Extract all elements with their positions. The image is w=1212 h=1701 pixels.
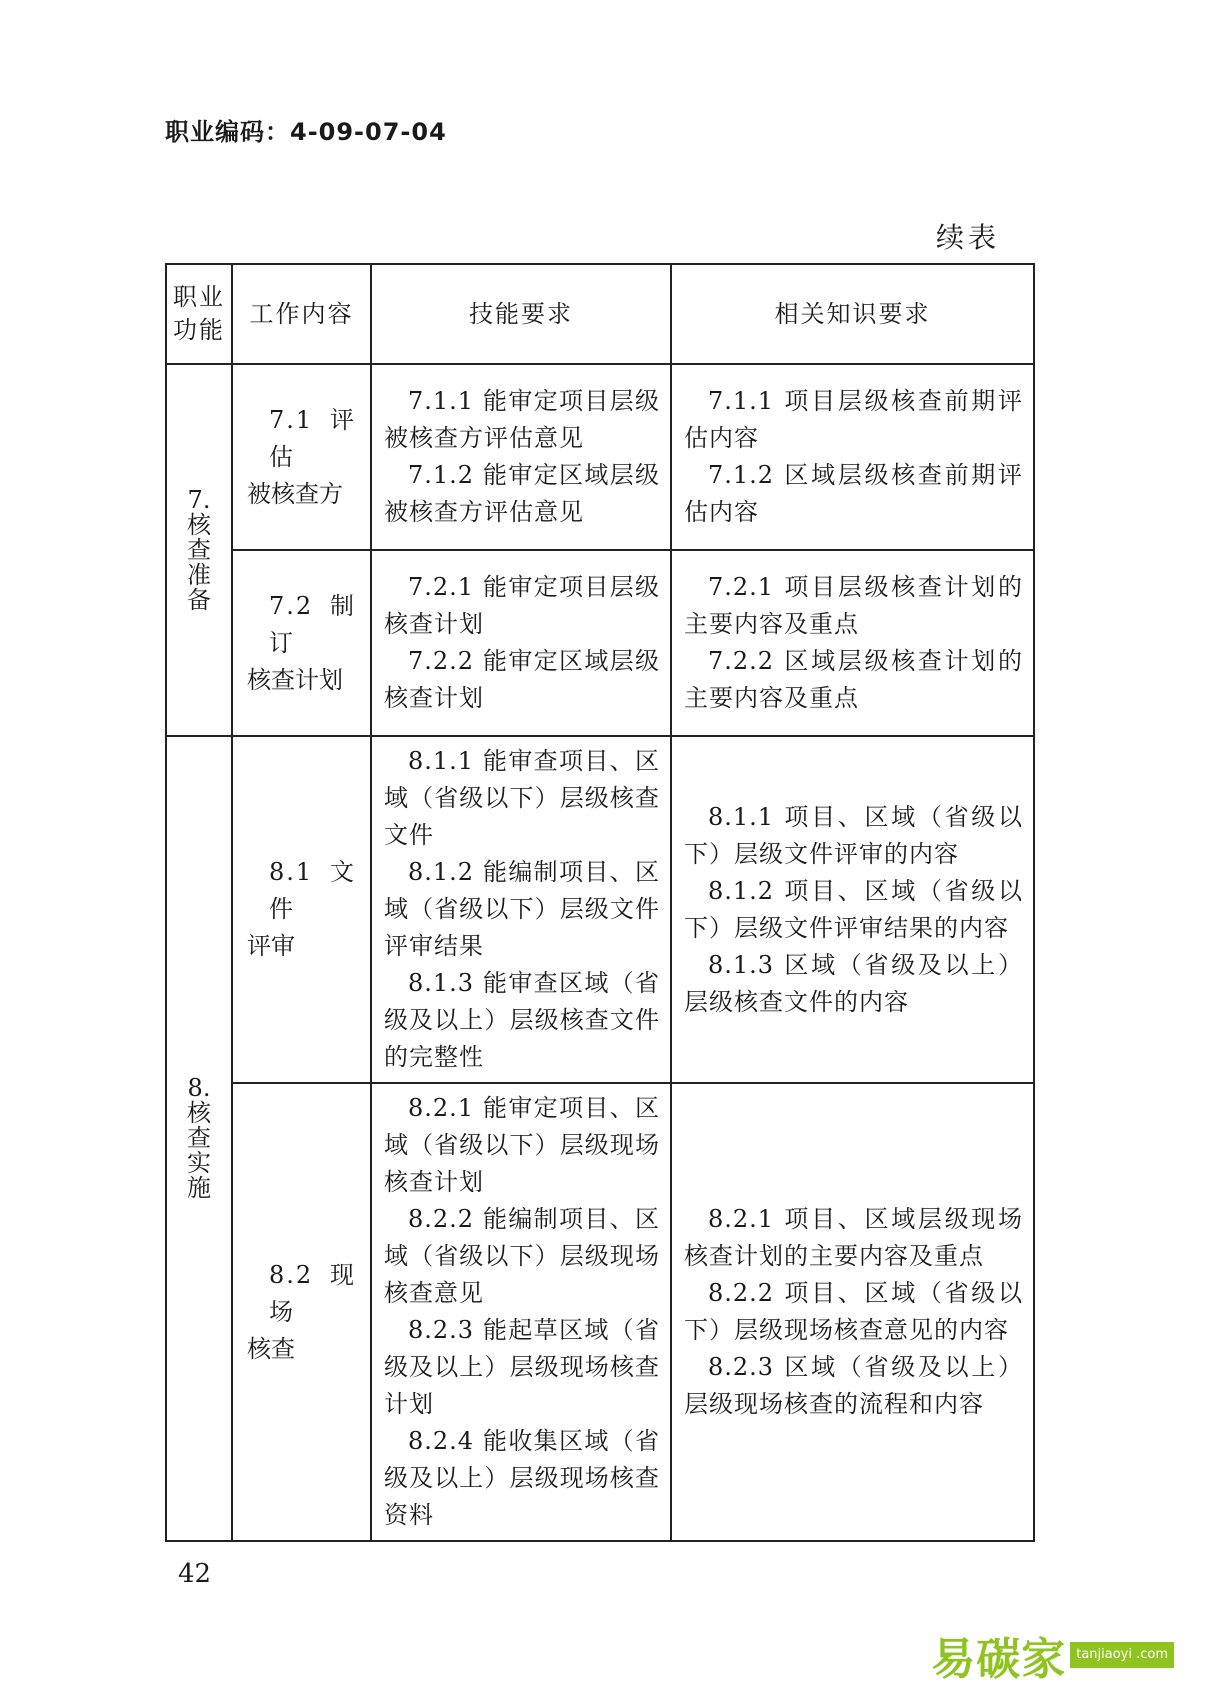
occupation-code: 职业编码：4-09-07-04 (165, 118, 447, 146)
knowledge-item: 8.2.2 项目、区域（省级以下）层级现场核查意见的内容 (684, 1279, 1023, 1344)
work-title-line-2: 核查 (247, 1334, 295, 1363)
work-cell (232, 1083, 371, 1541)
work-title-line-2: 被核查方 (247, 479, 343, 508)
continued-label: 续表 (935, 221, 1000, 254)
work-cell (232, 364, 371, 550)
skill-item: 7.2.2 能审定区域层级核查计划 (384, 647, 660, 712)
skills-cell (371, 1083, 671, 1541)
function-number: 7. (187, 485, 211, 514)
table-row (166, 736, 1034, 1083)
function-char: 核 (187, 1099, 211, 1127)
knowledge-item: 7.1.2 区域层级核查前期评估内容 (684, 461, 1023, 526)
work-cell (232, 736, 371, 1083)
watermark-domain: tanjiaoyi .com (1070, 1642, 1174, 1668)
header-knowledge: 相关知识要求 (671, 264, 1034, 364)
knowledge-item: 7.1.1 项目层级核查前期评估内容 (684, 387, 1023, 452)
skill-item: 8.2.2 能编制项目、区域（省级以下）层级现场核查意见 (384, 1205, 660, 1307)
skill-item: 7.1.1 能审定项目层级被核查方评估意见 (384, 387, 660, 452)
function-char: 实 (187, 1149, 211, 1177)
function-char: 查 (187, 1124, 211, 1152)
table-row (166, 364, 1034, 550)
knowledge-item: 8.1.2 项目、区域（省级以下）层级文件评审结果的内容 (684, 876, 1023, 942)
knowledge-item: 8.2.1 项目、区域层级现场核查计划的主要内容及重点 (684, 1205, 1023, 1270)
skill-item: 8.2.1 能审定项目、区域（省级以下）层级现场核查计划 (384, 1094, 660, 1196)
skill-item: 7.1.2 能审定区域层级被核查方评估意见 (384, 461, 660, 526)
function-char: 查 (187, 535, 211, 564)
table-row (166, 1083, 1034, 1541)
skill-item: 8.1.1 能审查项目、区域（省级以下）层级核查文件 (384, 747, 660, 849)
work-cell (232, 550, 371, 736)
header-work: 工作内容 (232, 264, 371, 364)
watermark-text: 易碳家 (931, 1634, 1067, 1685)
skills-cell (371, 364, 671, 550)
work-title-line-1: 7.2 制订 (269, 591, 356, 657)
knowledge-cell (671, 364, 1034, 550)
header-function-line-2: 功能 (173, 316, 225, 344)
knowledge-item: 8.1.3 区域（省级及以上）层级核查文件的内容 (684, 950, 1023, 1016)
knowledge-item: 8.1.1 项目、区域（省级以下）层级文件评审的内容 (684, 802, 1023, 868)
function-char: 施 (187, 1174, 211, 1202)
skill-item: 7.2.1 能审定项目层级核查计划 (384, 573, 660, 638)
header-function (166, 264, 232, 364)
knowledge-item: 7.2.2 区域层级核查计划的主要内容及重点 (684, 647, 1023, 712)
function-number: 8. (187, 1074, 211, 1102)
skill-item: 8.2.4 能收集区域（省级及以上）层级现场核查资料 (384, 1427, 660, 1529)
function-char: 核 (187, 510, 211, 539)
function-char: 备 (187, 585, 211, 614)
knowledge-cell (671, 550, 1034, 736)
work-title-line-2: 评审 (247, 932, 295, 960)
work-title-line-1: 8.1 文件 (269, 858, 356, 923)
function-cell-8 (166, 736, 232, 1541)
header-skills: 技能要求 (371, 264, 671, 364)
skill-item: 8.2.3 能起草区域（省级及以上）层级现场核查计划 (384, 1316, 660, 1418)
table-row (166, 550, 1034, 736)
requirements-table (165, 263, 1035, 1542)
knowledge-cell (671, 1083, 1034, 1541)
skills-cell (371, 550, 671, 736)
table-header-row (166, 264, 1034, 364)
knowledge-item: 7.2.1 项目层级核查计划的主要内容及重点 (684, 573, 1023, 638)
work-title-line-2: 核查计划 (247, 665, 343, 694)
skills-cell (371, 736, 671, 1083)
function-char: 准 (187, 560, 211, 589)
knowledge-item: 8.2.3 区域（省级及以上）层级现场核查的流程和内容 (684, 1353, 1023, 1418)
header-function-line-1: 职业 (173, 283, 225, 311)
work-title-line-1: 8.2 现场 (269, 1260, 356, 1326)
skill-item: 8.1.2 能编制项目、区域（省级以下）层级文件评审结果 (384, 858, 660, 960)
skill-item: 8.1.3 能审查区域（省级及以上）层级核查文件的完整性 (384, 969, 660, 1071)
work-title-line-1: 7.1 评估 (269, 405, 356, 471)
watermark-logo (931, 1623, 1174, 1687)
function-cell-7 (166, 364, 232, 736)
page-number: 42 (178, 1559, 212, 1589)
knowledge-cell (671, 736, 1034, 1083)
